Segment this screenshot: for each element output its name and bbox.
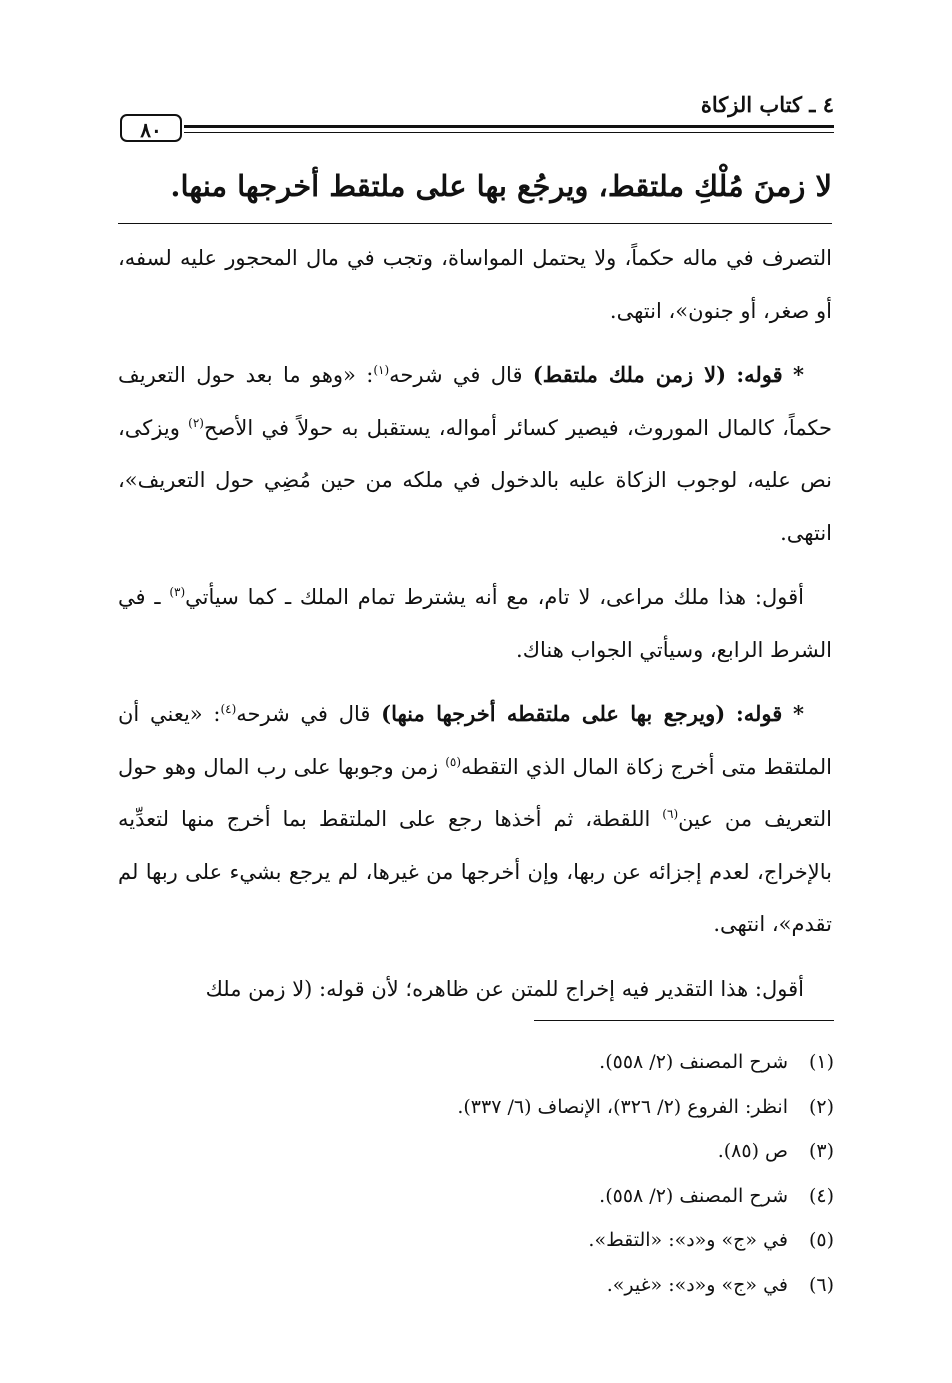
text-run: ويزكى، نص عليه، لوجوب الزكاة عليه بالدخول في ملكه من حين مُضِي حول التعريف»، انتهى. <box>118 415 832 545</box>
footnote-number: (٥) <box>808 1229 834 1252</box>
text-run: قال في شرحه <box>236 702 371 726</box>
quoted-matn: (ويرجع بها على ملتقطه أخرجها منها) <box>381 701 726 726</box>
footnote <box>134 1263 834 1308</box>
commentary-body <box>118 232 832 1015</box>
text-run: : «يعني أن الملتقط متى أخرج زكاة المال الذي التقطه <box>118 702 832 779</box>
bullet-marker: * <box>792 362 804 387</box>
footnote <box>134 1174 834 1219</box>
header-rule-thick <box>184 125 834 128</box>
footnote-text: في «ج» و«د»: «التقط». <box>588 1229 788 1252</box>
footnote <box>134 1085 834 1130</box>
footnote-ref: (٤) <box>220 702 237 716</box>
footnote-number: (٦) <box>808 1273 834 1296</box>
footnote-number: (٢) <box>808 1095 834 1118</box>
qawluh-label: قوله: <box>735 701 783 726</box>
header-rule-thin <box>184 132 834 133</box>
paragraph-2 <box>118 349 832 559</box>
paragraph-3 <box>118 571 832 676</box>
footnote-divider <box>534 1020 834 1021</box>
paragraph-4 <box>118 688 832 951</box>
footnotes <box>134 1040 834 1308</box>
footnote-text: انظر: الفروع (٢/ ٣٢٦)، الإنصاف (٦/ ٣٣٧). <box>457 1095 788 1118</box>
footnote <box>134 1129 834 1174</box>
qawluh-label: قوله: <box>736 362 783 387</box>
text-run: قال في شرحه <box>389 363 523 387</box>
footnote <box>134 1040 834 1085</box>
footnote-ref: (٣) <box>169 585 186 599</box>
text-run: ـ في الشرط الرابع، وسيأتي الجواب هناك. <box>118 585 832 662</box>
footnote-number: (١) <box>808 1051 834 1073</box>
footnote-ref: (١) <box>373 363 390 377</box>
footnote-ref: (٥) <box>445 754 462 769</box>
text-run: زمن وجوبها على رب المال وهو حول التعريف من عين <box>118 754 832 831</box>
footnote <box>134 1218 834 1263</box>
footnote-number: (٤) <box>808 1184 834 1207</box>
footnote-ref: (٦) <box>662 807 679 821</box>
bullet-marker: * <box>793 701 804 726</box>
text-run: أقول: هذا ملك مراعى، لا تام، مع أنه يشترط تمام الملك ـ كما سيأتي <box>185 585 804 609</box>
paragraph-1: التصرف في ماله حكماً، ولا يحتمل المواساة، وتجب في مال المحجور عليه لسفه، أو صغر، أو جنون»، انتهى. <box>118 246 832 323</box>
footnote-number: (٣) <box>808 1140 834 1163</box>
footnote-text: في «ج» و«د»: «غير». <box>606 1273 788 1296</box>
footnote-text: ص (٨٥). <box>717 1140 788 1163</box>
page-header <box>114 92 834 142</box>
footnote-ref: (٢) <box>188 415 204 430</box>
chapter-title: ٤ ـ كتاب الزكاة <box>700 92 834 117</box>
page-number: ٨٠ <box>120 114 182 142</box>
quoted-matn: (لا زمن ملك ملتقط) <box>532 362 726 387</box>
text-run: : «وهو ما بعد حول التعريف حكماً، كالمال الموروث، فيصير كسائر أمواله، يستقبل به حولاً في الأصح <box>118 363 832 440</box>
paragraph-5: أقول: هذا التقدير فيه إخراج للمتن عن ظاهره؛ لأن قوله: (لا زمن ملك <box>205 976 804 1001</box>
text-run: اللقطة، ثم أخذها رجع على الملتقط بما أخرج منها لتعدِّيه بالإخراج، لعدم إجزائه عن ربها، وإن أخرجها من غيرها، لم يرجع بشيء على ربها لم تقدم»، انتهى. <box>118 807 832 936</box>
matn-text: لا زمنَ مُلْكِ ملتقط، ويرجُع بها على ملتقط أخرجها منها. <box>170 169 832 203</box>
footnote-text: شرح المصنف (٢/ ٥٥٨). <box>599 1184 788 1207</box>
footnote-text: شرح المصنف (٢/ ٥٥٨). <box>599 1051 788 1073</box>
matn-divider <box>118 223 832 224</box>
